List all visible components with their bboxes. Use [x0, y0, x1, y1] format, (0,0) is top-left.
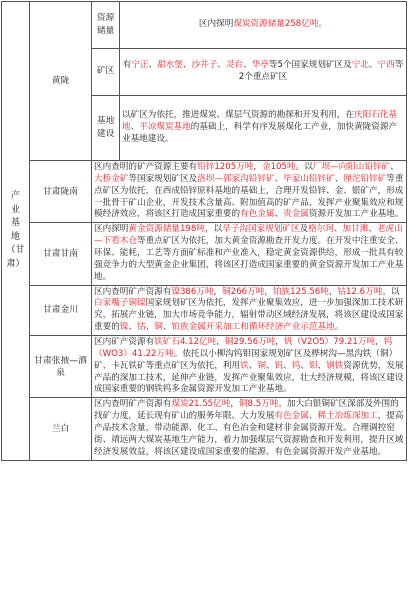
highlight-text: 铜	[154, 322, 163, 333]
body-text: 、	[368, 224, 377, 235]
highlight-text: 洛坝—郭家沟铅锌矿	[197, 173, 275, 184]
highlight-text: 钴	[137, 322, 146, 333]
body-text: ，	[213, 286, 223, 297]
body-text: 。依托以小柳沟钨钼国家规划矿区及桦树沟—黑沟铁（铜）矿、卡瓦铁矿等重点矿区为依托，利用	[94, 348, 398, 371]
body-text: 、	[182, 60, 192, 71]
body-text: ，	[230, 399, 239, 410]
body-text: 、	[334, 173, 344, 184]
highlight-text: 沙井子	[191, 60, 218, 71]
highlight-text: 镍386万吨	[171, 286, 214, 297]
huanglong-row-reserves	[2, 2, 407, 49]
base-row-zhangye-jiuquan	[2, 336, 407, 398]
highlight-text: 平凉煤炭基地	[139, 122, 191, 133]
highlight-text: 钼	[308, 360, 318, 371]
gannan-text	[92, 223, 407, 285]
highlight-text: 早子沟国家规划矿区	[222, 224, 300, 235]
body-text: 、	[128, 322, 138, 333]
highlight-text: 铜	[257, 360, 266, 371]
longnan-text	[92, 161, 407, 223]
region-longnan: 甘肃陇南	[30, 161, 92, 223]
body-text: 资源开发加工产业基地。	[308, 209, 404, 220]
group-label-cell	[2, 2, 30, 461]
highlight-text: 稀土冶炼深加工	[317, 411, 378, 422]
body-text: 资源优势，发展产品的深加工技术，延伸产业链，发挥产业聚集效应，壮大经济规模，将该区建设成国家重要的钢铁钨多金属资源开发加工产业基地。	[94, 360, 404, 395]
highlight-text: 钨	[291, 360, 301, 371]
highlight-text: 宁北	[351, 60, 369, 71]
base-row-gannan	[2, 223, 407, 285]
body-text: 、	[148, 60, 158, 71]
highlight-text: 老虎山—下看木仓	[94, 224, 403, 247]
body-text: 、	[283, 360, 292, 371]
base-row-longnan	[2, 161, 407, 223]
industry-base-table	[1, 1, 407, 461]
body-text: 及	[299, 224, 309, 235]
highlight-text: 钴12.6万吨	[337, 286, 383, 297]
highlight-text: 庆阳石化基地	[122, 110, 398, 133]
highlight-text: 铜8.5万吨	[238, 399, 279, 410]
highlight-text: 甜水堡	[157, 60, 183, 71]
body-text: 、	[243, 60, 252, 71]
highlight-text: 镍	[119, 322, 129, 333]
region-jinchuan: 甘肃金川	[30, 285, 92, 335]
group-label-char: 地	[10, 231, 20, 242]
highlight-text: 贵金属	[283, 209, 309, 220]
body-text: 、	[274, 173, 284, 184]
highlight-text: 宁正	[131, 60, 149, 71]
region-gannan: 甘肃甘南	[30, 223, 92, 285]
body-text: 区内探明	[94, 224, 129, 235]
body-text: ，	[264, 286, 273, 297]
highlight-text: 毕家山铅锌矿	[283, 173, 335, 184]
highlight-text: 钒	[274, 360, 284, 371]
body-text: 、	[248, 360, 258, 371]
body-text: ，	[216, 337, 225, 348]
zhangye-jiuquan-text	[92, 336, 407, 398]
body-text: 有	[122, 60, 132, 71]
highlight-text: 白家嘴子铜镍	[94, 298, 146, 309]
lanbai-text	[92, 398, 407, 460]
body-text: 区内查明矿产资源有	[94, 399, 172, 410]
body-text: 、	[274, 209, 284, 220]
body-text: 、	[265, 360, 275, 371]
body-text: 、	[317, 360, 327, 371]
highlight-text: 厂坝—向阳山铅锌矿	[312, 162, 391, 172]
highlight-text: 厘沱铅锌矿	[343, 173, 387, 184]
body-text: ，	[253, 162, 262, 172]
sub-label-base-construction: 基地建设	[92, 96, 120, 161]
highlight-text: 钒（V2O5）79.21万吨	[283, 337, 376, 348]
highlight-text: 大桥金矿	[94, 173, 129, 184]
base-row-jinchuan	[2, 285, 407, 335]
body-text: 国家规划矿区为依托，发挥产业聚集效应，进一步加强深加工技术研究，拓展产业链，加大市场竞争能力，辐射带动区域经济发展，将该区建设成国家重要的	[94, 298, 404, 333]
body-text: 等5个国家规划矿区及	[268, 60, 352, 71]
body-text: ，	[375, 337, 384, 348]
highlight-text: 有色金属	[274, 411, 309, 422]
body-text: 、	[390, 162, 399, 172]
highlight-text: 华亭	[251, 60, 269, 71]
body-text: 。以	[295, 162, 313, 172]
body-text: 、	[217, 60, 226, 71]
base-construction-text	[120, 96, 407, 161]
region-zhangye-jiuquan: 甘肃张掖—酒泉	[30, 336, 92, 398]
body-text: 、	[333, 224, 343, 235]
body-text: ，	[328, 286, 338, 297]
mining-area-text	[120, 49, 407, 96]
highlight-text: 金105吨	[262, 162, 296, 172]
highlight-text: 加甘滩	[342, 224, 369, 235]
body-text: ，	[275, 337, 284, 348]
body-text: 以矿区为依托，推进煤炭、煤层气资源的勘探和开发利用，在	[122, 110, 355, 121]
body-text: ，以	[204, 224, 223, 235]
body-text: 、	[130, 122, 140, 133]
base-row-lanbai	[2, 398, 407, 460]
body-text: 区内查明的矿产资源主要有	[94, 162, 198, 172]
body-text: 。以	[382, 286, 400, 297]
highlight-text: 黄金资源储量198吨	[128, 224, 205, 235]
body-text: 区内矿产资源有	[94, 337, 155, 348]
highlight-text: 钢铁	[326, 360, 344, 371]
highlight-text: 铜266万吨	[222, 286, 265, 297]
body-text: 等重点矿区为依托，加大黄金资源勘查开发力度。在开发中注重安全、环保、能耗，工艺等方面矿标准和产业准入，稳定黄金资源供给，形成一批具有较强竞争力的大型黄金企业集团，将该区打造成国家重要的黄金资源开发加工产业基地。	[94, 236, 404, 282]
highlight-text: 有色金属	[240, 209, 275, 220]
highlight-text: 煤炭21.55亿吨	[171, 399, 231, 410]
body-text: 、	[162, 322, 172, 333]
body-text: 区内探明	[198, 19, 234, 30]
body-text: 、	[308, 411, 318, 422]
body-text: 。加大白银铜矿区深部及外围的找矿力度，延长现有矿山的服务年限。大力发展	[94, 399, 399, 422]
highlight-text: 铂族金属开采加工和循环经济产业示范基地	[171, 322, 335, 333]
sub-label-mining-area: 矿区	[92, 49, 120, 96]
highlight-text: 宁西	[377, 60, 395, 71]
sub-label-reserves: 资源储量	[92, 2, 120, 49]
highlight-text: 铜29.56万吨	[224, 337, 276, 348]
region-lanbai: 兰白	[30, 398, 92, 460]
highlight-text: 铁矿石4.12亿吨	[154, 337, 217, 348]
highlight-text: 铁	[240, 360, 249, 371]
body-text: ，提高产品技术含量，带动能源、化工、有色冶金和建材非金属资源开发。合理调控窑街、靖远两大煤炭基地生产能力，着力加强煤层气资源勘查和开发利用，提升区域经济发展效益，将该区建设成国家重要的能源、有色金属资源开发产业基地。	[94, 411, 404, 457]
highlight-text: 煤炭资源储量258亿吨。	[233, 19, 328, 30]
highlight-text: 铂族125.56吨	[272, 286, 329, 297]
body-text: 区内查明矿产资源有	[94, 286, 172, 297]
body-text: 、	[145, 322, 155, 333]
reserves-text	[120, 2, 407, 49]
group-label-province: （甘肃）	[6, 245, 25, 269]
body-text: 等2个重点矿区	[238, 60, 404, 82]
body-text: 。	[334, 322, 344, 333]
highlight-text: 格尔珂	[308, 224, 334, 235]
highlight-text: 钨（WO3）41.22万吨	[94, 337, 393, 359]
body-text: 等国家规划矿区及	[128, 173, 198, 184]
body-text: 的基础上，科学有序发展煤化工产业，加快黄陇资源产业基地建设。	[122, 122, 398, 144]
group-label-char: 业	[10, 204, 20, 215]
group-label-char: 基	[10, 218, 20, 229]
body-text: 等重点矿区为依托，在西成铅锌原料基地的基础上，合理开发铅锌、金、银矿产，形成一批骨干矿山企业，开发技术含量高、附加值高的矿产品，发挥产业聚集效应和规模经济效应，将该区打造成国家重要的	[94, 173, 404, 220]
jinchuan-text	[92, 285, 407, 335]
region-huanglong: 黄陇	[30, 2, 92, 161]
group-label-char: 产	[10, 191, 20, 202]
highlight-text: 灵台	[225, 60, 244, 71]
highlight-text: 铅锌1205万吨	[197, 162, 254, 172]
body-text: 、	[368, 60, 378, 71]
body-text: 、	[300, 360, 309, 371]
